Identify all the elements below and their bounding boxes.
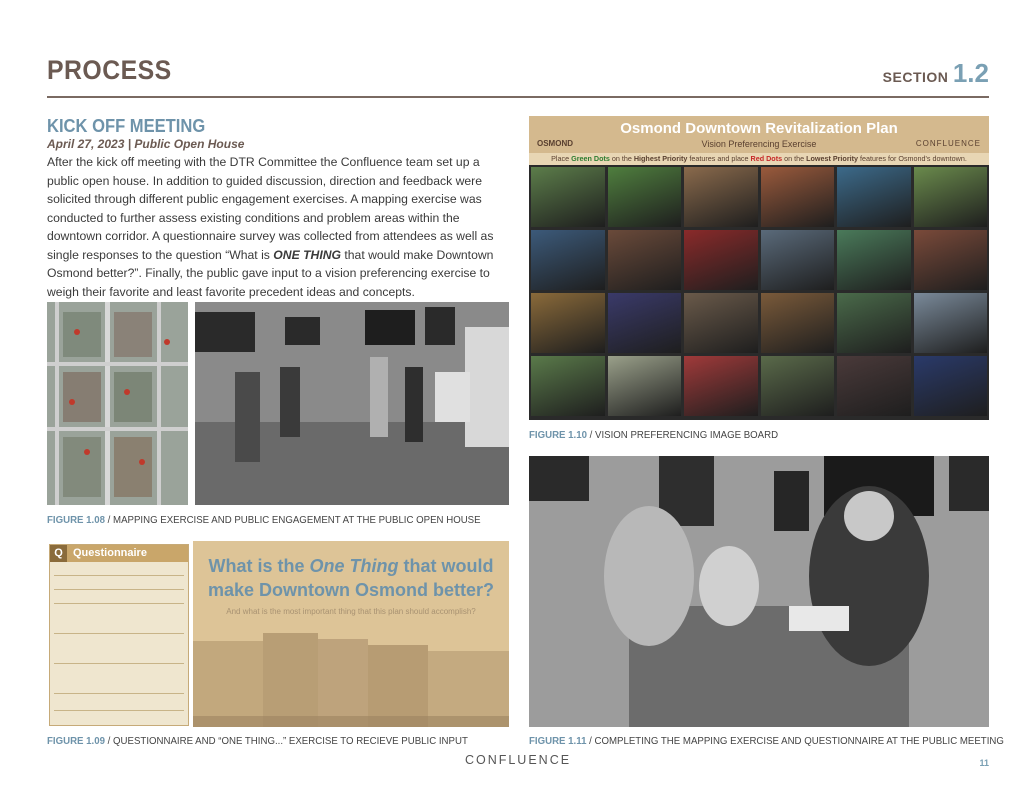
figure-1-10-number: FIGURE 1.10 bbox=[529, 429, 587, 441]
header-rule bbox=[47, 96, 989, 98]
section-number: 1.2 bbox=[952, 58, 989, 88]
vision-image-grid bbox=[531, 167, 987, 416]
note-low: Lowest Priority bbox=[806, 154, 858, 163]
figure-1-09-text: / QUESTIONNAIRE AND “ONE THING...” EXERCISE TO RECIEVE PUBLIC INPUT bbox=[104, 735, 468, 747]
vision-image-tile bbox=[684, 293, 758, 353]
vision-image-tile bbox=[837, 293, 911, 353]
mapping-aerial-photo bbox=[47, 302, 188, 505]
aerial-map-image bbox=[47, 302, 188, 505]
questionnaire-rule bbox=[54, 663, 184, 664]
vision-image-tile bbox=[608, 167, 682, 227]
vision-image-tile bbox=[914, 356, 988, 416]
one-thing-board bbox=[193, 541, 509, 727]
vision-image-tile bbox=[914, 167, 988, 227]
open-house-image bbox=[195, 302, 509, 505]
figure-1-10-caption bbox=[529, 429, 778, 441]
note-e: features for Osmond's downtown. bbox=[858, 154, 967, 163]
section-label bbox=[883, 58, 989, 89]
one-thing-subtitle: And what is the most important thing that this plan should accomplish? bbox=[226, 607, 476, 616]
vision-image-tile bbox=[684, 167, 758, 227]
one-thing-line2: make Downtown Osmond better? bbox=[207, 580, 495, 600]
figure-1-10-text: / VISION PREFERENCING IMAGE BOARD bbox=[586, 429, 779, 441]
vision-board-instruction bbox=[529, 153, 989, 165]
figure-1-08-text: / MAPPING EXERCISE AND PUBLIC ENGAGEMENT AT THE PUBLIC OPEN HOUSE bbox=[104, 514, 481, 526]
figure-1-11-number: FIGURE 1.11 bbox=[529, 735, 587, 747]
one-thing-line1-c: that would bbox=[398, 556, 494, 576]
figure-1-11-text: / COMPLETING THE MAPPING EXERCISE AND QUESTIONNAIRE AT THE PUBLIC MEETING bbox=[586, 735, 1004, 747]
questionnaire-rule bbox=[54, 633, 184, 634]
confluence-logo-small: CONFLUENCE bbox=[915, 139, 981, 148]
questionnaire-rule bbox=[54, 575, 184, 576]
note-high: Highest Priority bbox=[633, 154, 688, 163]
questionnaire-rule bbox=[54, 603, 184, 604]
vision-board-subtitle: Vision Preferencing Exercise bbox=[701, 139, 817, 149]
vision-image-tile bbox=[837, 230, 911, 290]
vision-image-tile bbox=[761, 293, 835, 353]
vision-image-tile bbox=[837, 356, 911, 416]
note-red: Red Dots bbox=[750, 154, 783, 163]
page-number: 11 bbox=[979, 758, 989, 768]
confluence-footer-logo: CONFLUENCE bbox=[464, 753, 572, 767]
osmond-logo: OSMOND bbox=[537, 139, 573, 148]
one-thing-line1-a: What is the bbox=[208, 556, 310, 576]
figure-1-08-caption bbox=[47, 514, 481, 526]
figure-1-09-number: FIGURE 1.09 bbox=[47, 735, 105, 747]
meeting-image bbox=[529, 456, 989, 727]
note-d: on the bbox=[782, 154, 807, 163]
vision-image-tile bbox=[531, 230, 605, 290]
body-part2: that would make Downtown Osmond better?”. Finally, the public gave input to a vision preferencing exercise to weigh their favorite and least favorite precedent ideas and concepts. bbox=[47, 247, 494, 299]
body-part1: After the kick off meeting with the DTR Committee the Confluence team set up a public open house. In addition to guided discussion, direction and feedback were solicited through different public engagement exercises. A mapping exercise was conducted to further assess existing conditions and problem areas within the downtown corridor. A questionnaire survey was collected from attendees as well as single responses to the question “What is bbox=[47, 155, 494, 262]
note-green: Green Dots bbox=[571, 154, 610, 163]
kickoff-heading: KICK OFF MEETING bbox=[47, 116, 206, 136]
page-title: PROCESS bbox=[47, 55, 172, 85]
note-b: on the bbox=[609, 154, 634, 163]
open-house-photo bbox=[195, 302, 509, 505]
questionnaire-rule bbox=[54, 710, 184, 711]
figure-1-11-caption bbox=[529, 735, 1004, 747]
questionnaire-card bbox=[49, 544, 189, 726]
vision-image-tile bbox=[761, 167, 835, 227]
figure-1-08-number: FIGURE 1.08 bbox=[47, 514, 105, 526]
vision-image-tile bbox=[608, 230, 682, 290]
vision-image-tile bbox=[608, 293, 682, 353]
figure-1-09-caption bbox=[47, 735, 468, 747]
section-word: SECTION bbox=[882, 69, 949, 85]
questionnaire-q-icon: Q bbox=[50, 545, 67, 562]
one-thing-line1-b: One Thing bbox=[309, 556, 399, 576]
vision-image-tile bbox=[761, 230, 835, 290]
vision-image-tile bbox=[837, 167, 911, 227]
body-emphasis: ONE THING bbox=[273, 247, 341, 262]
vision-board-title: Osmond Downtown Revitalization Plan bbox=[620, 120, 898, 137]
vision-image-tile bbox=[684, 230, 758, 290]
vision-image-tile bbox=[761, 356, 835, 416]
vision-board bbox=[529, 116, 989, 420]
questionnaire-rule bbox=[54, 589, 184, 590]
vision-image-tile bbox=[608, 356, 682, 416]
vision-board-header bbox=[529, 116, 989, 165]
vision-image-tile bbox=[531, 293, 605, 353]
meeting-photo bbox=[529, 456, 989, 727]
kickoff-body bbox=[47, 153, 509, 301]
questionnaire-title: Questionnaire bbox=[73, 547, 147, 559]
vision-image-tile bbox=[531, 167, 605, 227]
storefront-sketch bbox=[193, 541, 509, 727]
vision-image-tile bbox=[914, 293, 988, 353]
note-a: Place bbox=[551, 154, 572, 163]
questionnaire-header bbox=[50, 545, 188, 562]
vision-image-tile bbox=[684, 356, 758, 416]
questionnaire-rule bbox=[54, 693, 184, 694]
vision-image-tile bbox=[531, 356, 605, 416]
vision-image-tile bbox=[914, 230, 988, 290]
kickoff-date: April 27, 2023 | Public Open House bbox=[47, 137, 245, 151]
note-c: features and place bbox=[687, 154, 751, 163]
